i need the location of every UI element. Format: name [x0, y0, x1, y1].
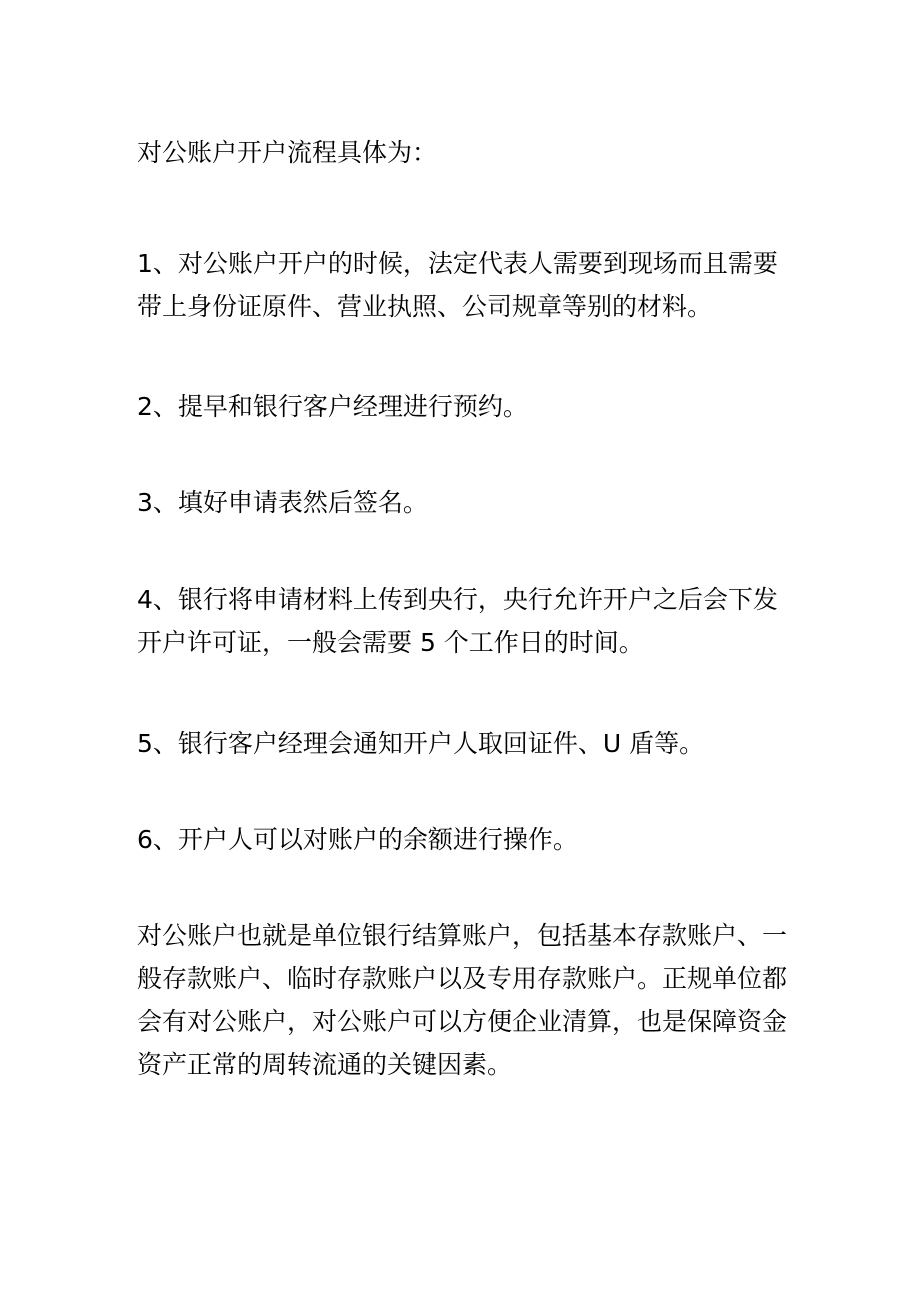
step-6-paragraph: 6、开户人可以对账户的余额进行操作。: [137, 825, 578, 854]
step-5-paragraph: 5、银行客户经理会通知开户人取回证件、U 盾等。: [137, 729, 705, 758]
step-2-paragraph: 2、提早和银行客户经理进行预约。: [137, 392, 528, 421]
step-1-paragraph: 1、对公账户开户的时候，法定代表人需要到现场而且需要带上身份证原件、营业执照、公司规章等别的材料。: [137, 249, 778, 321]
step-4-paragraph: 4、银行将申请材料上传到央行，央行允许开户之后会下发开户许可证，一般会需要 5 个工作日的时间。: [137, 585, 778, 657]
document-heading: 对公账户开户流程具体为：: [137, 138, 438, 167]
summary-paragraph: 对公账户也就是单位银行结算账户，包括基本存款账户、一般存款账户、临时存款账户以及专用存款账户。正规单位都会有对公账户，对公账户可以方便企业清算，也是保障资金资产正常的周转流通的关键因素。: [137, 921, 788, 1079]
step-3-paragraph: 3、填好申请表然后签名。: [137, 488, 428, 517]
